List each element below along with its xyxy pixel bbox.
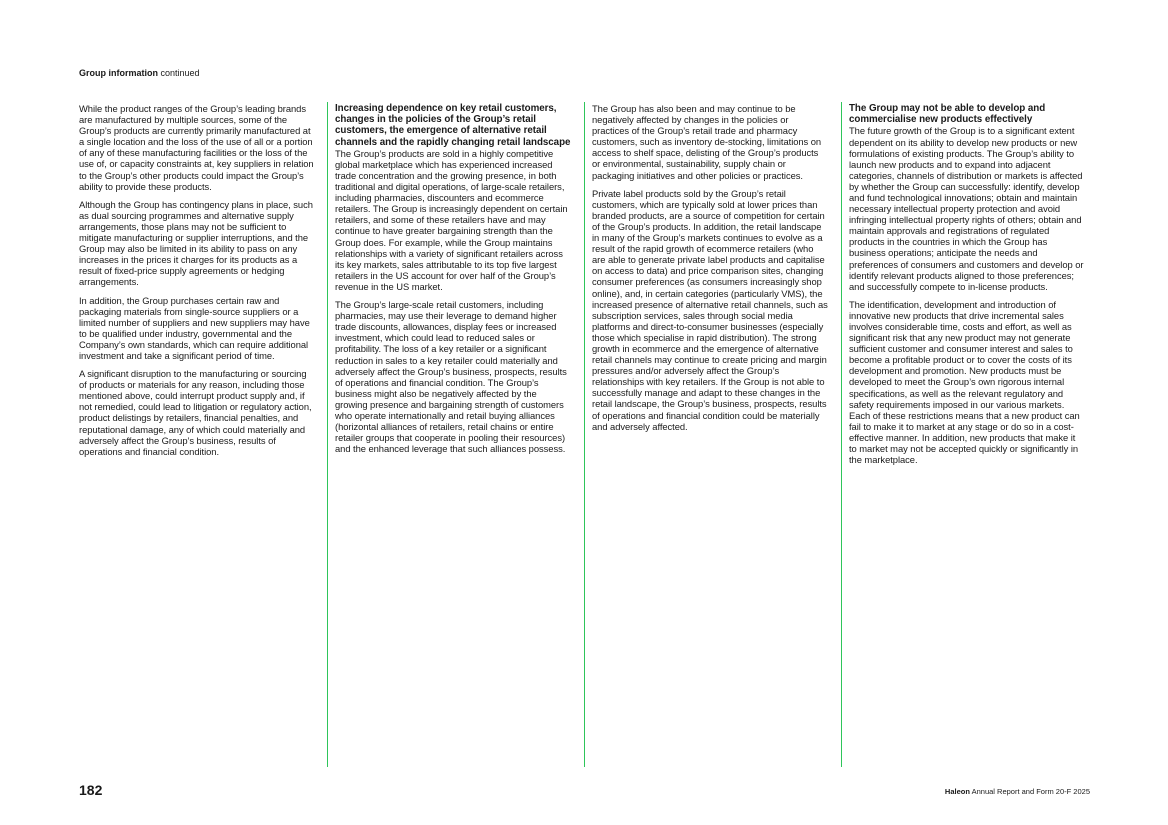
column-2 (335, 103, 571, 461)
paragraph: Although the Group has contingency plans in place, such as dual sourcing programmes and alternative supply arrangements, those plans may not be sufficient to mitigate manufacturing or supplier interruptions, and the Group may also be limited in its ability to pass on any increases in the prices it charges for its products as a result of fixed-price supply agreements or hedging arrangements. (79, 198, 313, 288)
section-title: Group information (79, 68, 158, 78)
paragraph: The Group’s large-scale retail customers, including pharmacies, may use their leverage to demand higher trade discounts, allowances, display fees or increased investment, which could lead to reduced sales or profitability. The loss of a key retailer or a significant reduction in sales to a key retailer could materially and adversely affect the Group’s business, prospects, results of operations and financial condition. The Group’s business might also be negatively affected by the growing presence and bargaining strength of customers who operate internationally and retail buying alliances (horizontal alliances of retailers, retail chains or entire retailer groups that cooperate in pooling their resources) and the enhanced leverage that such alliances possess. (335, 299, 567, 455)
footer-report-title (945, 787, 1090, 796)
column-1 (79, 103, 315, 464)
paragraph: The Group’s products are sold in a highly competitive global marketplace which has experienced increased trade concentration and the growing presence, in both traditional and digital operations, of large-scale retailers, including pharmacies, discounters and ecommerce retailers. The Group is increasingly dependent on certain retailers, and some of these retailers have and may continue to have greater bargaining strength than the Group does. For example, while the Group maintains relationships with a variety of significant retailers across its key markets, sales attributable to its top five largest retailers in the US account for over half of the Group’s revenue in the US market. (335, 147, 568, 292)
paragraph: The future growth of the Group is to a significant extent dependent on its ability to develop new products or new formulations of existing products. The Group’s ability to launch new products and to expand into adjacent categories, channels of distribution or markets is affected by whether the Group can successfully: identify, develop and fund technological innovations; obtain and maintain necessary intellectual property protection and avoid infringing intellectual property rights of others; obtain and maintain approvals and registrations of regulated products in the countries in which the Group has business operations; anticipate the needs and preferences of consumers and customers and develop or identify relevant products aligned to those preferences; and successfully compete to in-license products. (849, 125, 1084, 292)
section-continued: continued (160, 68, 200, 78)
brand-name: Haleon (944, 787, 970, 796)
column-divider (584, 102, 585, 767)
paragraph: The Group has also been and may continue to be negatively affected by changes in the policies or practices of the Group’s retail trade and pharmacy customers, such as inventory de-stocking, limitations on access to shelf space, delisting of the Group’s products or environmental, sustainability, supply chain or packaging initiatives and other policies or practices. (592, 103, 822, 181)
paragraph: Private label products sold by the Group’s retail customers, which are typically sold at lower prices than branded products, are a source of competition for certain of the Group’s products. In addition, the retail landscape in many of the Group’s markets continues to evolve as a result of the rapid growth of ecommerce retailers (who are able to generate private label products and capitalise on access to data) and price comparison sites, changing consumer preferences (as consumers increasingly shop online), and, in certain categories (particularly VMS), the increased presence of alternative retail channels, such as subscription services, sales through social media platforms and direct-to-consumer businesses (especially those which specialise in rapid distribution). The strong growth in ecommerce and the emergence of alternative retail channels may continue to create pricing and margin pressures and/or adversely affect the Group’s relationships with key retailers. If the Group is not able to successfully manage and adapt to these changes in the retail landscape, the Group’s business, prospects, results of operations and financial condition could be materially and adversely affected. (592, 187, 828, 432)
paragraph: In addition, the Group purchases certain raw and packaging materials from single-source suppliers or a limited number of suppliers and new suppliers may have to be qualified under industry, governmental and the Company’s own standards, which can require additional investment and take a significant period of time. (79, 294, 310, 361)
paragraph: A significant disruption to the manufacturing or sourcing of products or materials for any reason, including those mentioned above, could interrupt product supply and, if not remedied, could lead to litigation or regulatory action, product delistings by retailers, financial penalties, and reputational damage, any of which could materially and adversely affect the Group’s business, results of operations and financial condition. (79, 368, 312, 457)
column-divider (327, 102, 328, 767)
report-name: Annual Report and Form 20-F 2025 (971, 787, 1090, 796)
risk-heading: The Group may not be able to develop and commercialise new products effectively (849, 103, 1046, 126)
column-divider (841, 102, 842, 767)
risk-heading: Increasing dependence on key retail customers, changes in the policies of the Group’s retail customers, the emergence of alternative retail channels and the rapidly changing retail landscape (335, 103, 571, 148)
paragraph: The identification, development and introduction of innovative new products that drive incremental sales involves considerable time, costs and effort, as well as significant risk that any new product may not generate sufficient customer and consumer interest and sales to become a profitable product or to cover the costs of its development and promotion. New products must be developed to meet the Group’s own rigorous internal specifications, as well as the relevant regulatory and safety requirements imposed in our various markets. Each of these restrictions means that a new product can fail to make it to market at any stage or do so in a cost-effective manner. In addition, new products that make it to market may not be accepted quickly or significantly in the marketplace. (849, 298, 1080, 466)
paragraph: While the product ranges of the Group’s leading brands are manufactured by multiple sources, some of the Group’s products are currently primarily manufactured at a single location and the loss of the use of all or a portion of any of these manufacturing facilities or the loss of the use of, or capacity constraints at, key suppliers in relation to the Group’s other products could impact the Group’s ability to provide these products. (79, 103, 314, 192)
section-header (79, 68, 200, 78)
column-3 (592, 103, 828, 439)
page-number: 182 (79, 782, 103, 798)
column-4 (849, 103, 1085, 472)
